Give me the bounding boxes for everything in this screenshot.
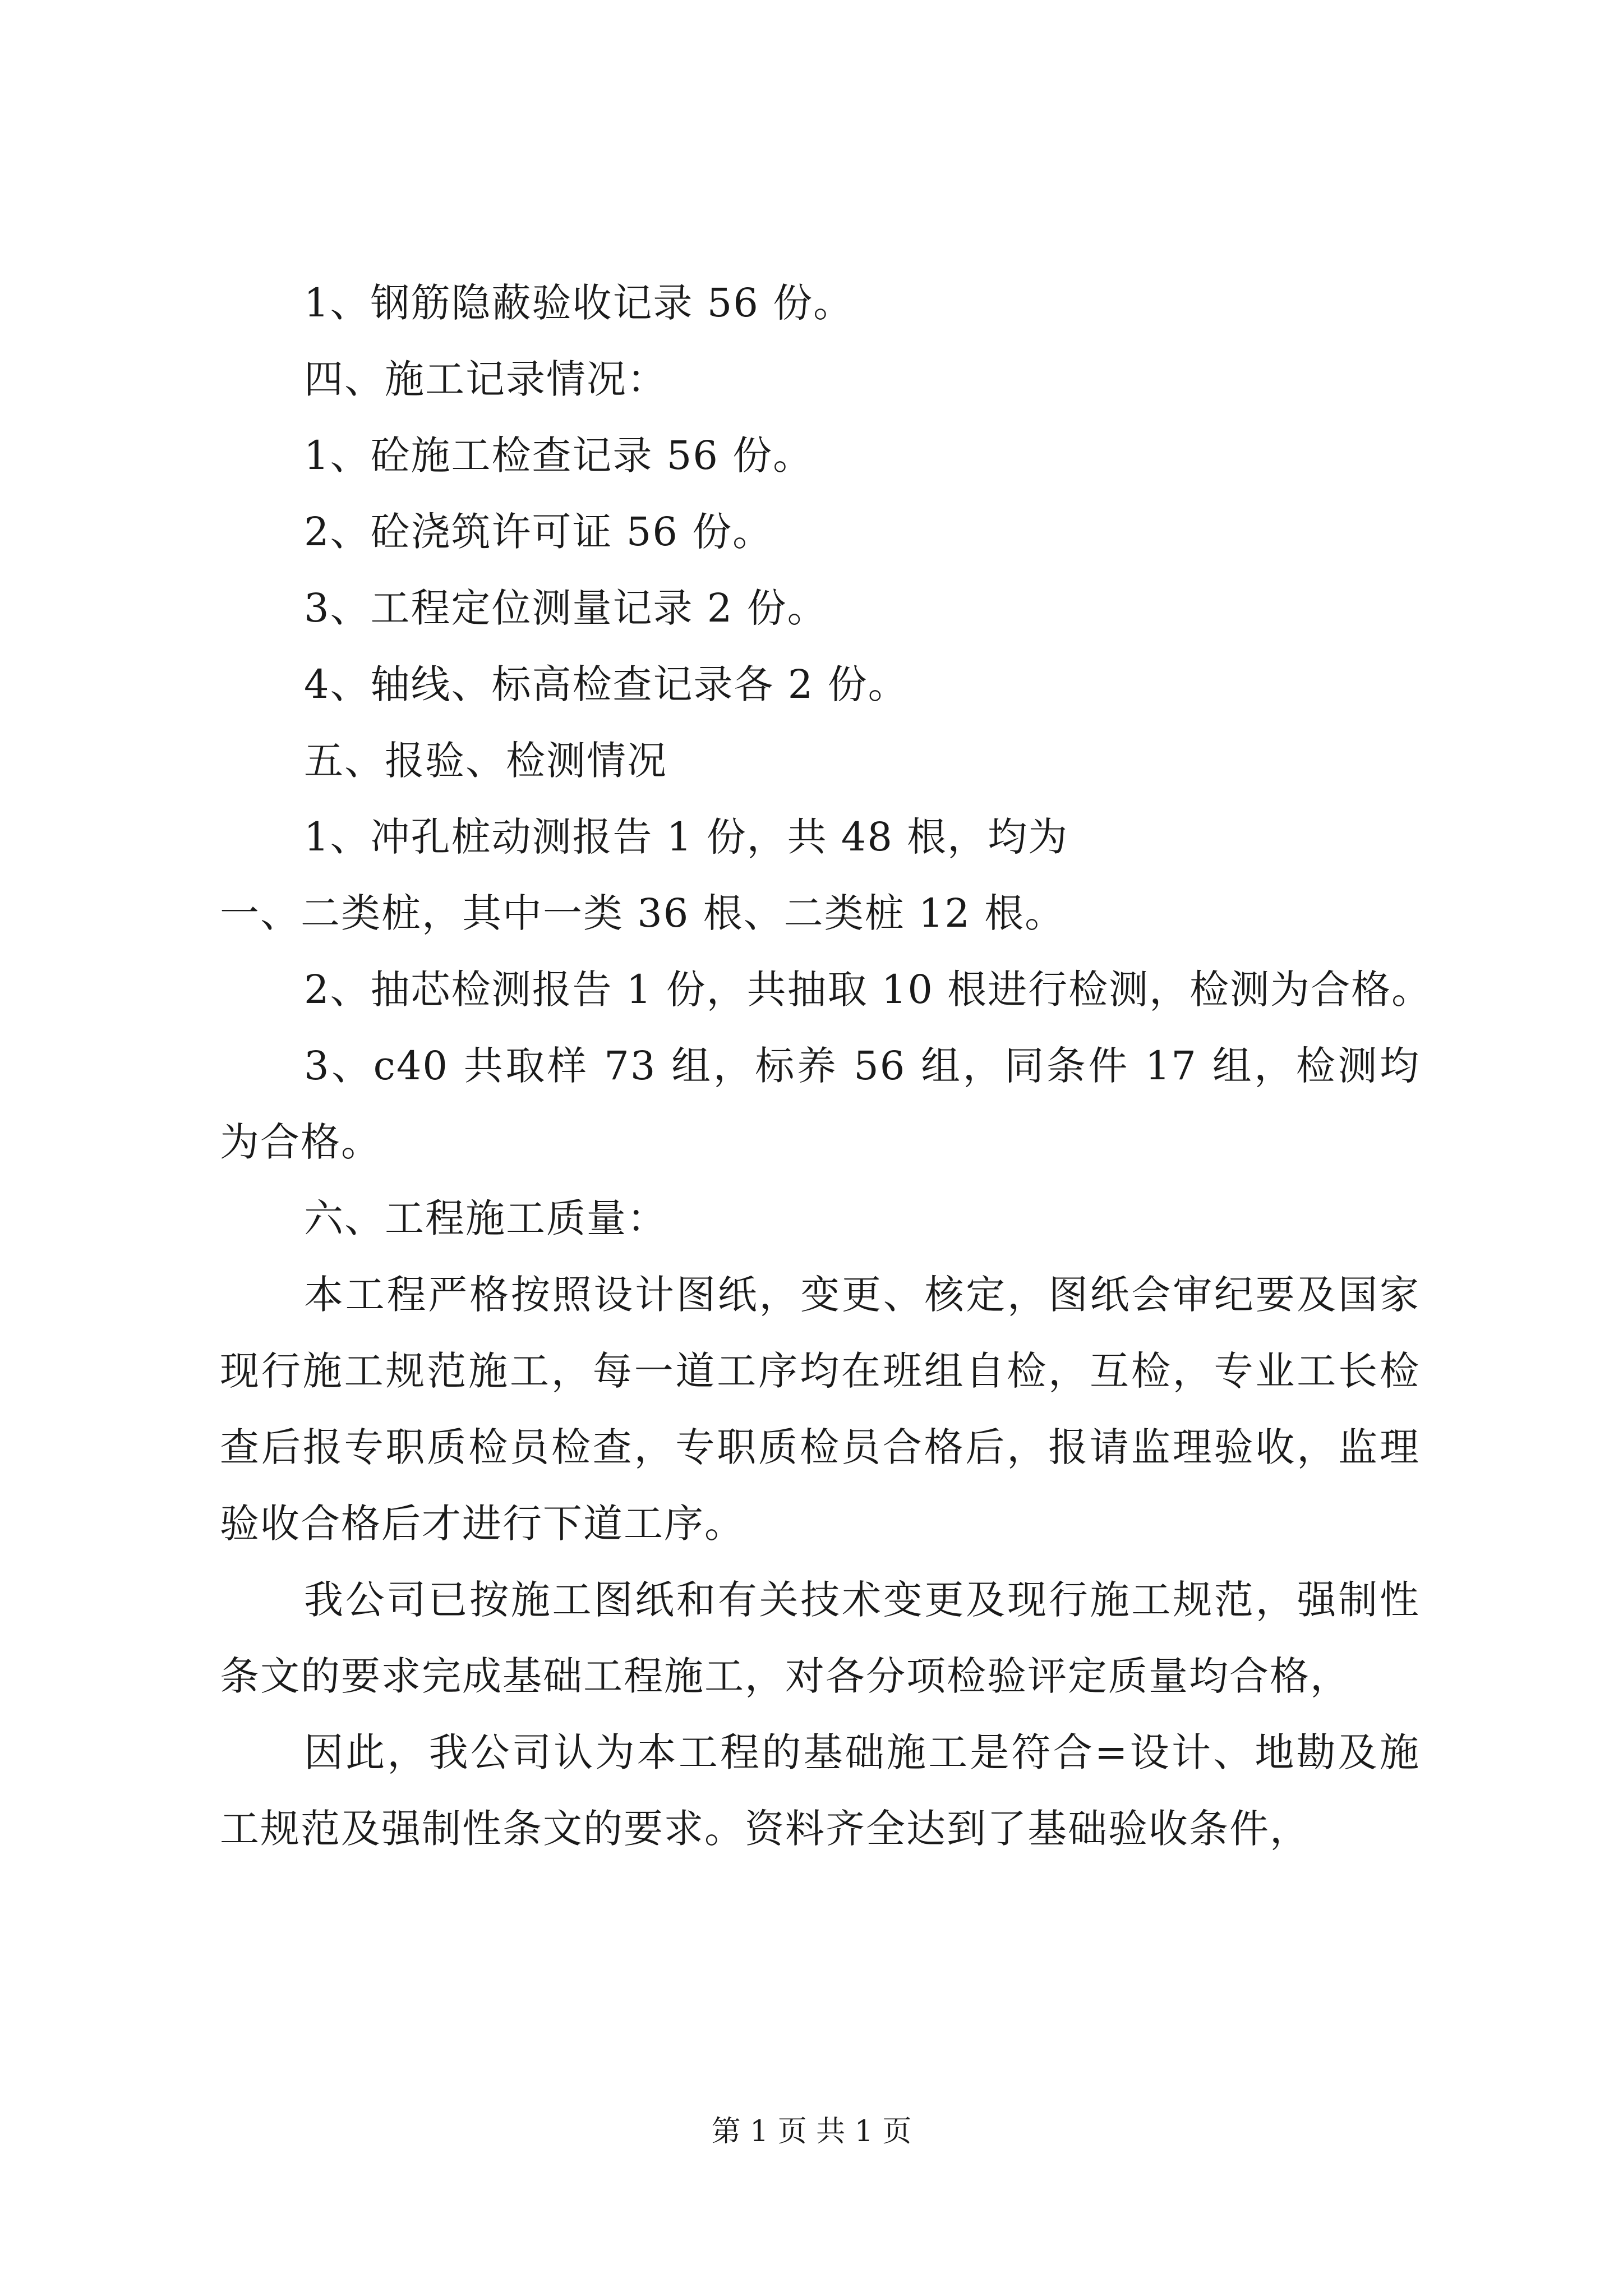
paragraph: 本工程严格按照设计图纸，变更、核定，图纸会审纪要及国家现行施工规范施工，每一道工序均在班组自检，互检，专业工长检查后报专职质检员检查，专职质检员合格后，报请监理验收，监理验收合格后才进行下道工序。	[220, 1272, 1420, 1547]
paragraph: 一、二类桩，其中一类 36 根、二类桩 12 根。	[220, 890, 1066, 936]
paragraph: 3、工程定位测量记录 2 份。	[304, 585, 828, 631]
paragraph: 4、轴线、标高检查记录各 2 份。	[304, 661, 909, 707]
paragraph: 2、砼浇筑许可证 56 份。	[304, 509, 773, 555]
paragraph: 我公司已按施工图纸和有关技术变更及现行施工规范，强制性条文的要求完成基础工程施工，对各分项检验评定质量均合格，	[220, 1577, 1420, 1699]
document-body	[220, 265, 1432, 1867]
paragraph: 1、砼施工检查记录 56 份。	[304, 432, 814, 478]
section-heading: 六、工程施工质量：	[304, 1195, 667, 1241]
section-heading: 五、报验、检测情况	[304, 738, 667, 784]
paragraph: 1、钢筋隐蔽验收记录 56 份。	[304, 280, 854, 326]
page-footer: 第 1 页 共 1 页	[711, 2115, 912, 2148]
section-heading: 四、施工记录情况：	[304, 356, 667, 402]
paragraph: 1、冲孔桩动测报告 1 份，共 48 根，均为	[304, 814, 1069, 860]
paragraph: 因此，我公司认为本工程的基础施工是符合=设计、地勘及施工规范及强制性条文的要求。资料齐全达到了基础验收条件，	[220, 1729, 1420, 1852]
paragraph: 2、抽芯检测报告 1 份，共抽取 10 根进行检测，检测为合格。	[304, 967, 1432, 1013]
paragraph: 3、c40 共取样 73 组，标养 56 组，同条件 17 组，检测均为合格。	[220, 1043, 1420, 1165]
